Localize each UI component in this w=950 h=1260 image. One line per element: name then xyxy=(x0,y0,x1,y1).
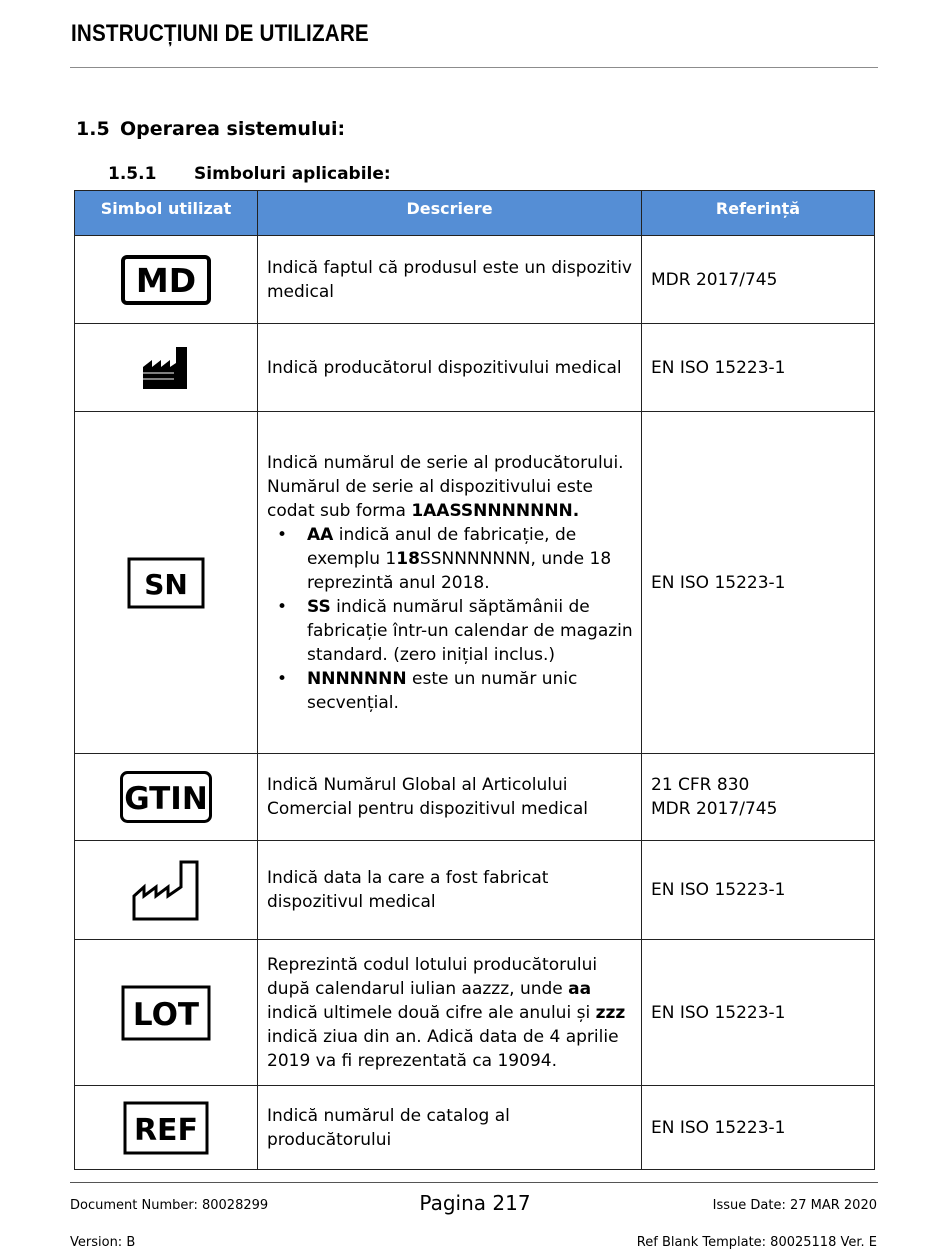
column-header-symbol: Simbol utilizat xyxy=(75,191,258,236)
description-cell: Indică Numărul Global al Articolului Comercial pentru dispozitivul medical xyxy=(258,754,642,841)
subsection-title: Simboluri aplicabile: xyxy=(194,164,391,184)
reference-cell: EN ISO 15223-1 xyxy=(642,841,875,940)
list-item xyxy=(267,595,633,667)
table-row xyxy=(75,236,875,324)
reference-line: 21 CFR 830 xyxy=(651,775,750,795)
symbol-label: SN xyxy=(144,567,188,601)
reference-cell: MDR 2017/745 xyxy=(642,236,875,324)
catalogue-number-ref-icon xyxy=(123,1101,209,1155)
symbol-label: LOT xyxy=(132,996,200,1033)
footer-page-number: Pagina 217 xyxy=(419,1191,531,1215)
section-number: 1.5 xyxy=(76,118,110,140)
column-header-reference: Referință xyxy=(642,191,875,236)
symbol-label: REF xyxy=(133,1112,199,1148)
gtin-icon xyxy=(119,770,213,824)
list-item xyxy=(267,667,633,715)
format-text: indică anul de fabricație, de exemplu 1 xyxy=(307,524,577,569)
serial-format-list xyxy=(267,523,633,715)
format-code: NNNNNNN xyxy=(307,668,407,689)
reference-cell: EN ISO 15223-1 xyxy=(642,412,875,754)
manufacturer-icon xyxy=(141,345,191,391)
description-bold: zzz xyxy=(595,1002,626,1023)
description-bold: aa xyxy=(568,978,592,999)
description-text: Indică numărul de serie al producătorului. Numărul de serie al dispozitivului este codat sub forma xyxy=(267,452,624,521)
symbol-cell xyxy=(75,940,258,1086)
table-row xyxy=(75,754,875,841)
description-cell xyxy=(258,412,642,754)
date-of-manufacture-icon xyxy=(131,858,201,922)
list-item xyxy=(267,523,633,595)
symbol-cell xyxy=(75,412,258,754)
lot-code-icon xyxy=(121,985,211,1041)
symbol-label: MD xyxy=(135,260,197,300)
symbol-label: GTIN xyxy=(124,781,208,817)
footer-template-reference: Ref Blank Template: 80025118 Ver. E xyxy=(636,1235,877,1250)
format-text: este un număr unic secvențial. xyxy=(307,668,578,713)
description-cell: Indică numărul de catalog al producătorului xyxy=(258,1086,642,1170)
description-cell: Indică data la care a fost fabricat dispozitivul medical xyxy=(258,841,642,940)
format-example-bold: 18 xyxy=(396,548,420,569)
document-header-title: INSTRUCȚIUNI DE UTILIZARE xyxy=(71,20,369,47)
table-row xyxy=(75,412,875,754)
subsection-heading xyxy=(108,164,391,184)
description-cell xyxy=(258,940,642,1086)
footer-issue-date: Issue Date: 27 MAR 2020 xyxy=(712,1198,877,1213)
symbol-cell xyxy=(75,324,258,412)
footer-version: Version: B xyxy=(70,1235,136,1250)
column-header-description: Descriere xyxy=(258,191,642,236)
medical-device-md-icon xyxy=(120,254,212,306)
symbol-cell xyxy=(75,1086,258,1170)
serial-number-sn-icon xyxy=(127,557,205,609)
serial-format-code: 1AASSNNNNNNN. xyxy=(411,500,580,521)
footer-divider xyxy=(70,1182,878,1183)
table-row xyxy=(75,324,875,412)
table-row xyxy=(75,1086,875,1170)
description-text: Reprezintă codul lotului producătorului după calendarul iulian aazzz, unde xyxy=(267,954,598,999)
format-text: SSNNNNNNN, unde 18 reprezintă anul 2018. xyxy=(307,548,612,593)
header-divider xyxy=(70,67,878,68)
symbol-cell xyxy=(75,236,258,324)
symbol-cell xyxy=(75,841,258,940)
table-header-row xyxy=(75,191,875,236)
description-text: indică ziua din an. Adică data de 4 aprilie 2019 va fi reprezentată ca 19094. xyxy=(267,1026,619,1071)
reference-cell: EN ISO 15223-1 xyxy=(642,940,875,1086)
description-text: indică ultimele două cifre ale anului și xyxy=(267,1002,591,1023)
reference-cell xyxy=(642,754,875,841)
reference-cell: EN ISO 15223-1 xyxy=(642,1086,875,1170)
symbol-cell xyxy=(75,754,258,841)
reference-cell: EN ISO 15223-1 xyxy=(642,324,875,412)
serial-number-intro xyxy=(267,451,633,523)
subsection-number: 1.5.1 xyxy=(108,164,157,184)
reference-line: MDR 2017/745 xyxy=(651,799,778,819)
section-title: Operarea sistemului: xyxy=(120,118,346,140)
format-code: AA xyxy=(307,524,334,545)
symbols-table xyxy=(74,190,875,1170)
section-heading xyxy=(76,118,345,140)
format-text: indică numărul săptămânii de fabricație într-un calendar de magazin standard. (zero inițial inclus.) xyxy=(307,596,633,665)
description-cell: Indică faptul că produsul este un dispozitiv medical xyxy=(258,236,642,324)
description-cell: Indică producătorul dispozitivului medical xyxy=(258,324,642,412)
table-row xyxy=(75,940,875,1086)
format-code: SS xyxy=(307,596,331,617)
table-row xyxy=(75,841,875,940)
footer-document-number: Document Number: 80028299 xyxy=(70,1198,269,1213)
